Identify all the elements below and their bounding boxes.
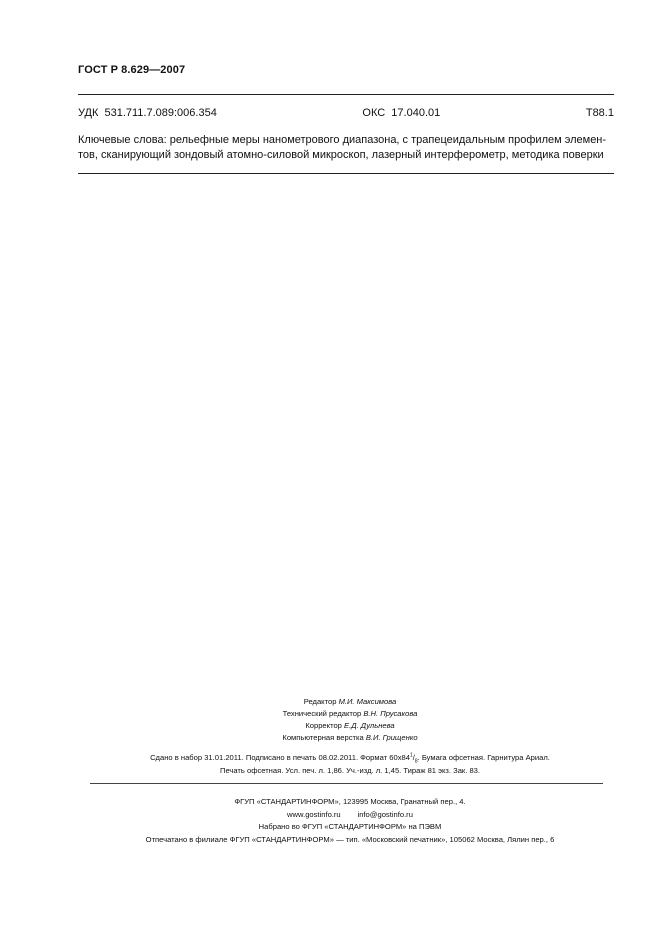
top-divider [78, 94, 614, 95]
production-info [90, 751, 610, 777]
keywords-block [78, 133, 614, 163]
publisher-line-3: Набрано во ФГУП «СТАНДАРТИНФОРМ» на ПЭВМ [258, 822, 442, 831]
editor-line [200, 696, 500, 708]
publisher-line-4: Отпечатано в филиале ФГУП «СТАНДАРТИНФОРМ» — тип. «Московский печатник», 105062 Москва, Лялин пер., 6 [145, 834, 555, 844]
udk-code: УДК 531.711.7.089:006.354 [78, 107, 217, 119]
tech-editor-line [200, 708, 500, 720]
publisher-info [90, 796, 610, 846]
tech-editor-name: В.Н. Прусакова [363, 709, 418, 718]
corrector-label: Корректор [305, 721, 342, 730]
production-text-a: Сдано в набор 31.01.2011. Подписано в печать 08.02.2011. Формат 60х84 [150, 753, 410, 762]
publisher-web: www.gostinfo.ru info@gostinfo.ru [287, 809, 413, 819]
layout-label: Компьютерная верстка [282, 733, 364, 742]
production-text-b: . Бумага офсетная. Гарнитура Ариал. [417, 753, 550, 762]
okstu-code: Т88.1 [585, 107, 614, 119]
editor-label: Редактор [303, 697, 337, 706]
editorial-staff [200, 696, 500, 744]
layout-line [200, 732, 500, 744]
corrector-line [200, 720, 500, 732]
editor-name: М.И. Максимова [338, 697, 397, 706]
keywords-line-1: Ключевые слова: рельефные меры нанометрового диапазона, с трапецеидальным профилем элемен- [78, 134, 607, 146]
format-denominator: 8 [414, 758, 418, 765]
production-line-1: Сдано в набор 31.01.2011. Подписано в печать 08.02.2011. Формат $60х84^1/_8$. Бумага офсетная. Гарнитура Ариал. [150, 752, 550, 765]
corrector-name: Е.Д. Дульнева [344, 721, 395, 730]
imprint-divider [90, 783, 603, 784]
standard-number: ГОСТ Р 8.629—2007 [78, 64, 186, 76]
keywords-line-2: тов, сканирующий зондовый атомно-силовой микроскоп, лазерный интерферометр, методика поверки [78, 149, 604, 161]
classification-row [78, 107, 614, 119]
tech-editor-label: Технический редактор [282, 709, 362, 718]
publisher-line-1: ФГУП «СТАНДАРТИНФОРМ», 123995 Москва, Гранатный пер., 4. [234, 797, 466, 806]
layout-name: В.И. Грищенко [365, 733, 418, 742]
keywords-divider [78, 173, 614, 174]
oks-code: ОКС 17.040.01 [362, 107, 441, 119]
format-numerator: 1 [409, 752, 413, 759]
production-line-2: Печать офсетная. Усл. печ. л. 1,86. Уч.-изд. л. 1,45. Тираж 81 экз. Зак. 83. [219, 766, 481, 775]
